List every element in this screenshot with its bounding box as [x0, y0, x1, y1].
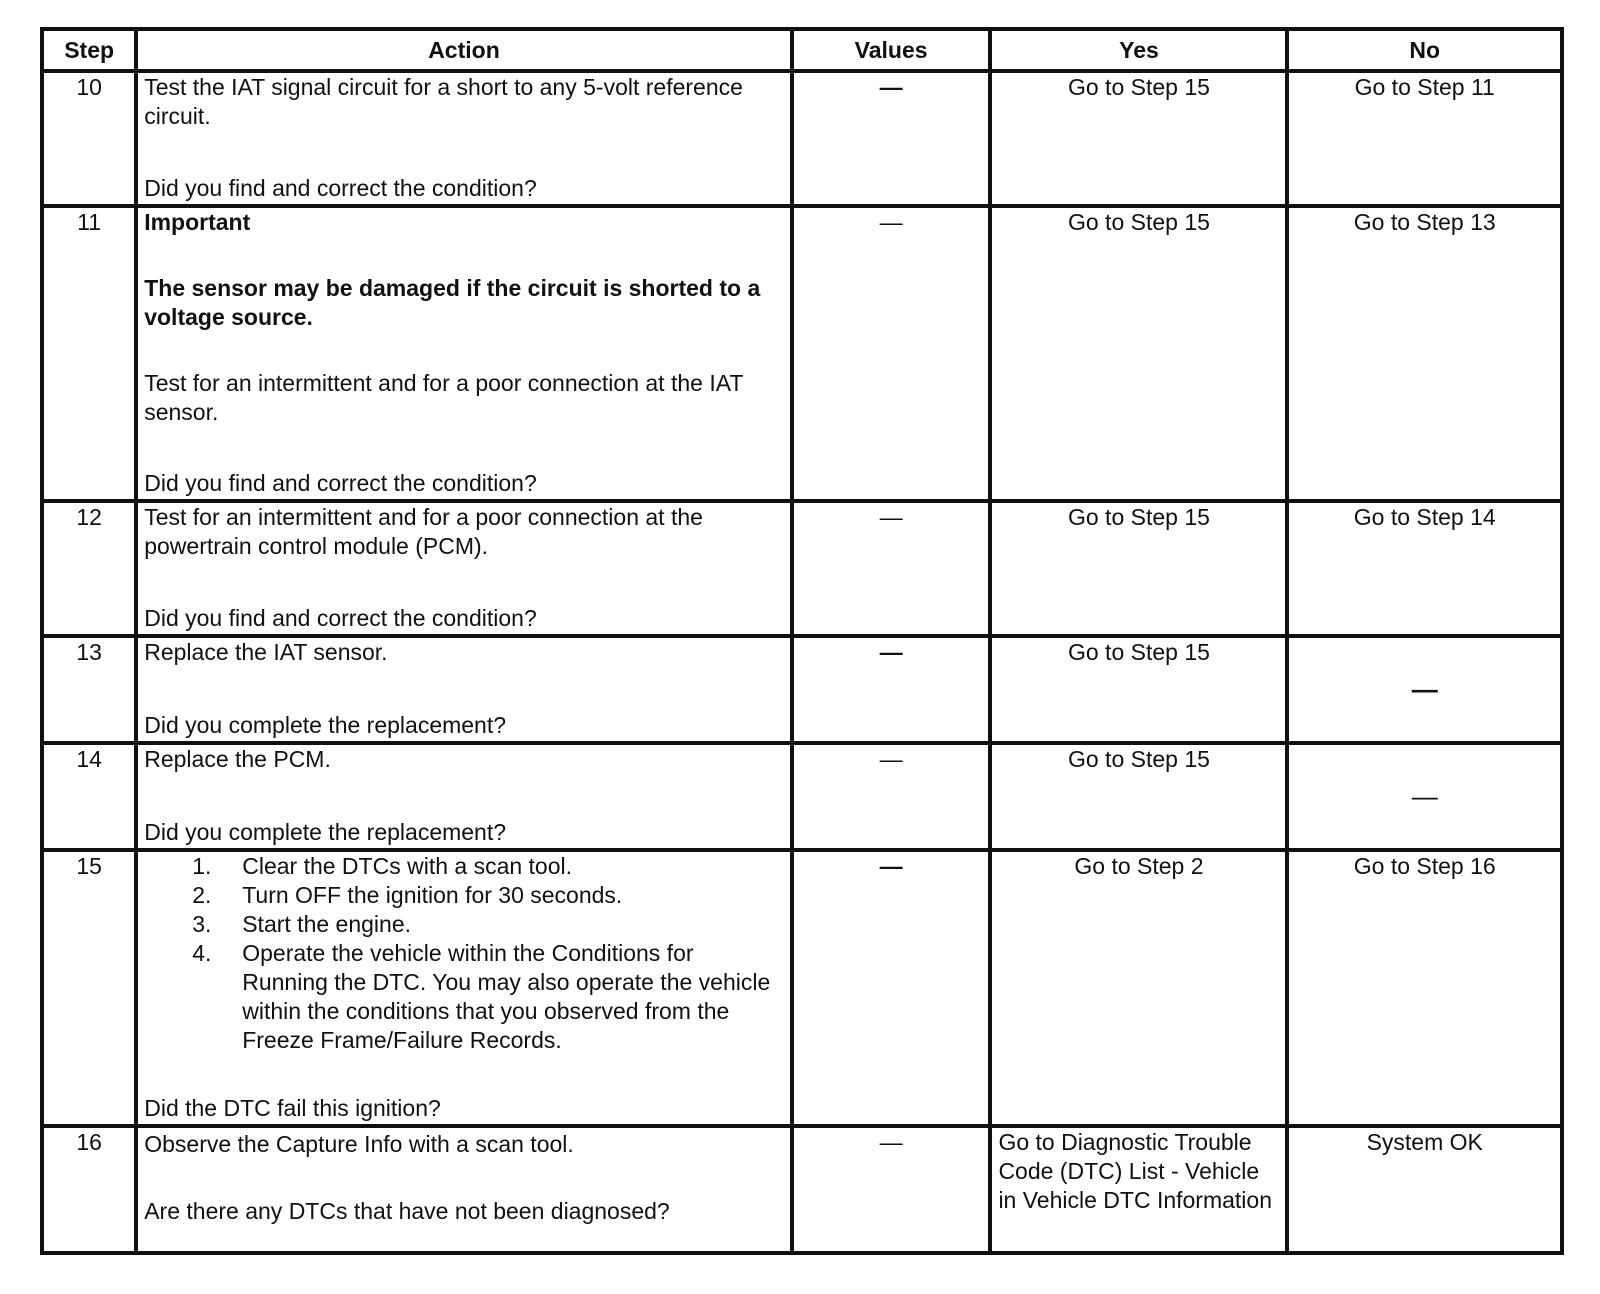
- action-question: Did you complete the replacement?: [144, 712, 507, 738]
- values-cell: —: [792, 71, 991, 206]
- yes-cell: Go to Step 15: [990, 206, 1287, 501]
- action-text: Test for an intermittent and for a poor connection at the IAT sensor.: [144, 370, 743, 425]
- action-question: Did you complete the replacement?: [144, 819, 507, 845]
- header-no: No: [1287, 29, 1562, 71]
- action-text: Observe the Capture Info with a scan tool.: [144, 1131, 574, 1157]
- table-row: [42, 1126, 1562, 1253]
- table-row: [42, 743, 1562, 850]
- action-question: Did the DTC fail this ignition?: [144, 1095, 441, 1121]
- important-text: The sensor may be damaged if the circuit is shorted to a voltage source.: [144, 275, 761, 330]
- action-question: Are there any DTCs that have not been diagnosed?: [144, 1198, 670, 1224]
- action-text: Test for an intermittent and for a poor connection at the powertrain control module (PCM).: [144, 504, 703, 559]
- list-item: Turn OFF the ignition for 30 seconds.: [242, 882, 623, 908]
- action-cell: [136, 1126, 792, 1253]
- list-item: Clear the DTCs with a scan tool.: [242, 853, 573, 879]
- step-number: 14: [42, 743, 136, 850]
- table-row: [42, 636, 1562, 743]
- values-cell: —: [792, 850, 991, 1126]
- no-cell: Go to Step 16: [1287, 850, 1562, 1126]
- yes-cell: Go to Step 15: [990, 743, 1287, 850]
- no-cell: —: [1287, 743, 1562, 850]
- table-row: [42, 850, 1562, 1126]
- table-row: [42, 206, 1562, 501]
- yes-cell: Go to Step 15: [990, 501, 1287, 636]
- yes-cell: Go to Diagnostic Trouble Code (DTC) List - Vehicle in Vehicle DTC Information: [990, 1126, 1287, 1253]
- action-question: Did you find and correct the condition?: [144, 605, 537, 631]
- action-text: Test the IAT signal circuit for a short to any 5-volt reference circuit.: [144, 74, 743, 129]
- step-number: 15: [42, 850, 136, 1126]
- action-question: Did you find and correct the condition?: [144, 175, 537, 201]
- values-cell: —: [792, 636, 991, 743]
- header-values: Values: [792, 29, 991, 71]
- values-cell: —: [792, 743, 991, 850]
- no-cell: Go to Step 14: [1287, 501, 1562, 636]
- values-cell: —: [792, 1126, 991, 1253]
- no-cell: Go to Step 13: [1287, 206, 1562, 501]
- header-step: Step: [42, 29, 136, 71]
- action-question: Did you find and correct the condition?: [144, 470, 537, 496]
- action-cell: [136, 206, 792, 501]
- values-cell: —: [792, 501, 991, 636]
- action-cell: [136, 636, 792, 743]
- procedure-list: [144, 852, 784, 1055]
- list-item: Start the engine.: [242, 911, 412, 937]
- action-cell: [136, 743, 792, 850]
- no-cell: —: [1287, 636, 1562, 743]
- table-row: [42, 501, 1562, 636]
- action-text: Replace the IAT sensor.: [144, 639, 388, 665]
- step-number: 11: [42, 206, 136, 501]
- action-cell: [136, 71, 792, 206]
- header-action: Action: [136, 29, 792, 71]
- no-cell: Go to Step 11: [1287, 71, 1562, 206]
- yes-cell: Go to Step 2: [990, 850, 1287, 1126]
- step-number: 12: [42, 501, 136, 636]
- important-title: Important: [144, 209, 251, 235]
- action-cell: [136, 501, 792, 636]
- step-number: 10: [42, 71, 136, 206]
- list-item: Operate the vehicle within the Conditions for Running the DTC. You may also operate the vehicle within the conditions that you observed from the Freeze Frame/Failure Records.: [242, 940, 771, 1053]
- yes-cell: Go to Step 15: [990, 71, 1287, 206]
- table-row: [42, 71, 1562, 206]
- action-cell: [136, 850, 792, 1126]
- step-number: 13: [42, 636, 136, 743]
- no-cell: System OK: [1287, 1126, 1562, 1253]
- step-number: 16: [42, 1126, 136, 1253]
- header-yes: Yes: [990, 29, 1287, 71]
- yes-cell: Go to Step 15: [990, 636, 1287, 743]
- action-text: Replace the PCM.: [144, 746, 331, 772]
- diagnostic-table: [40, 27, 1564, 1255]
- header-row: [42, 29, 1562, 71]
- values-cell: —: [792, 206, 991, 501]
